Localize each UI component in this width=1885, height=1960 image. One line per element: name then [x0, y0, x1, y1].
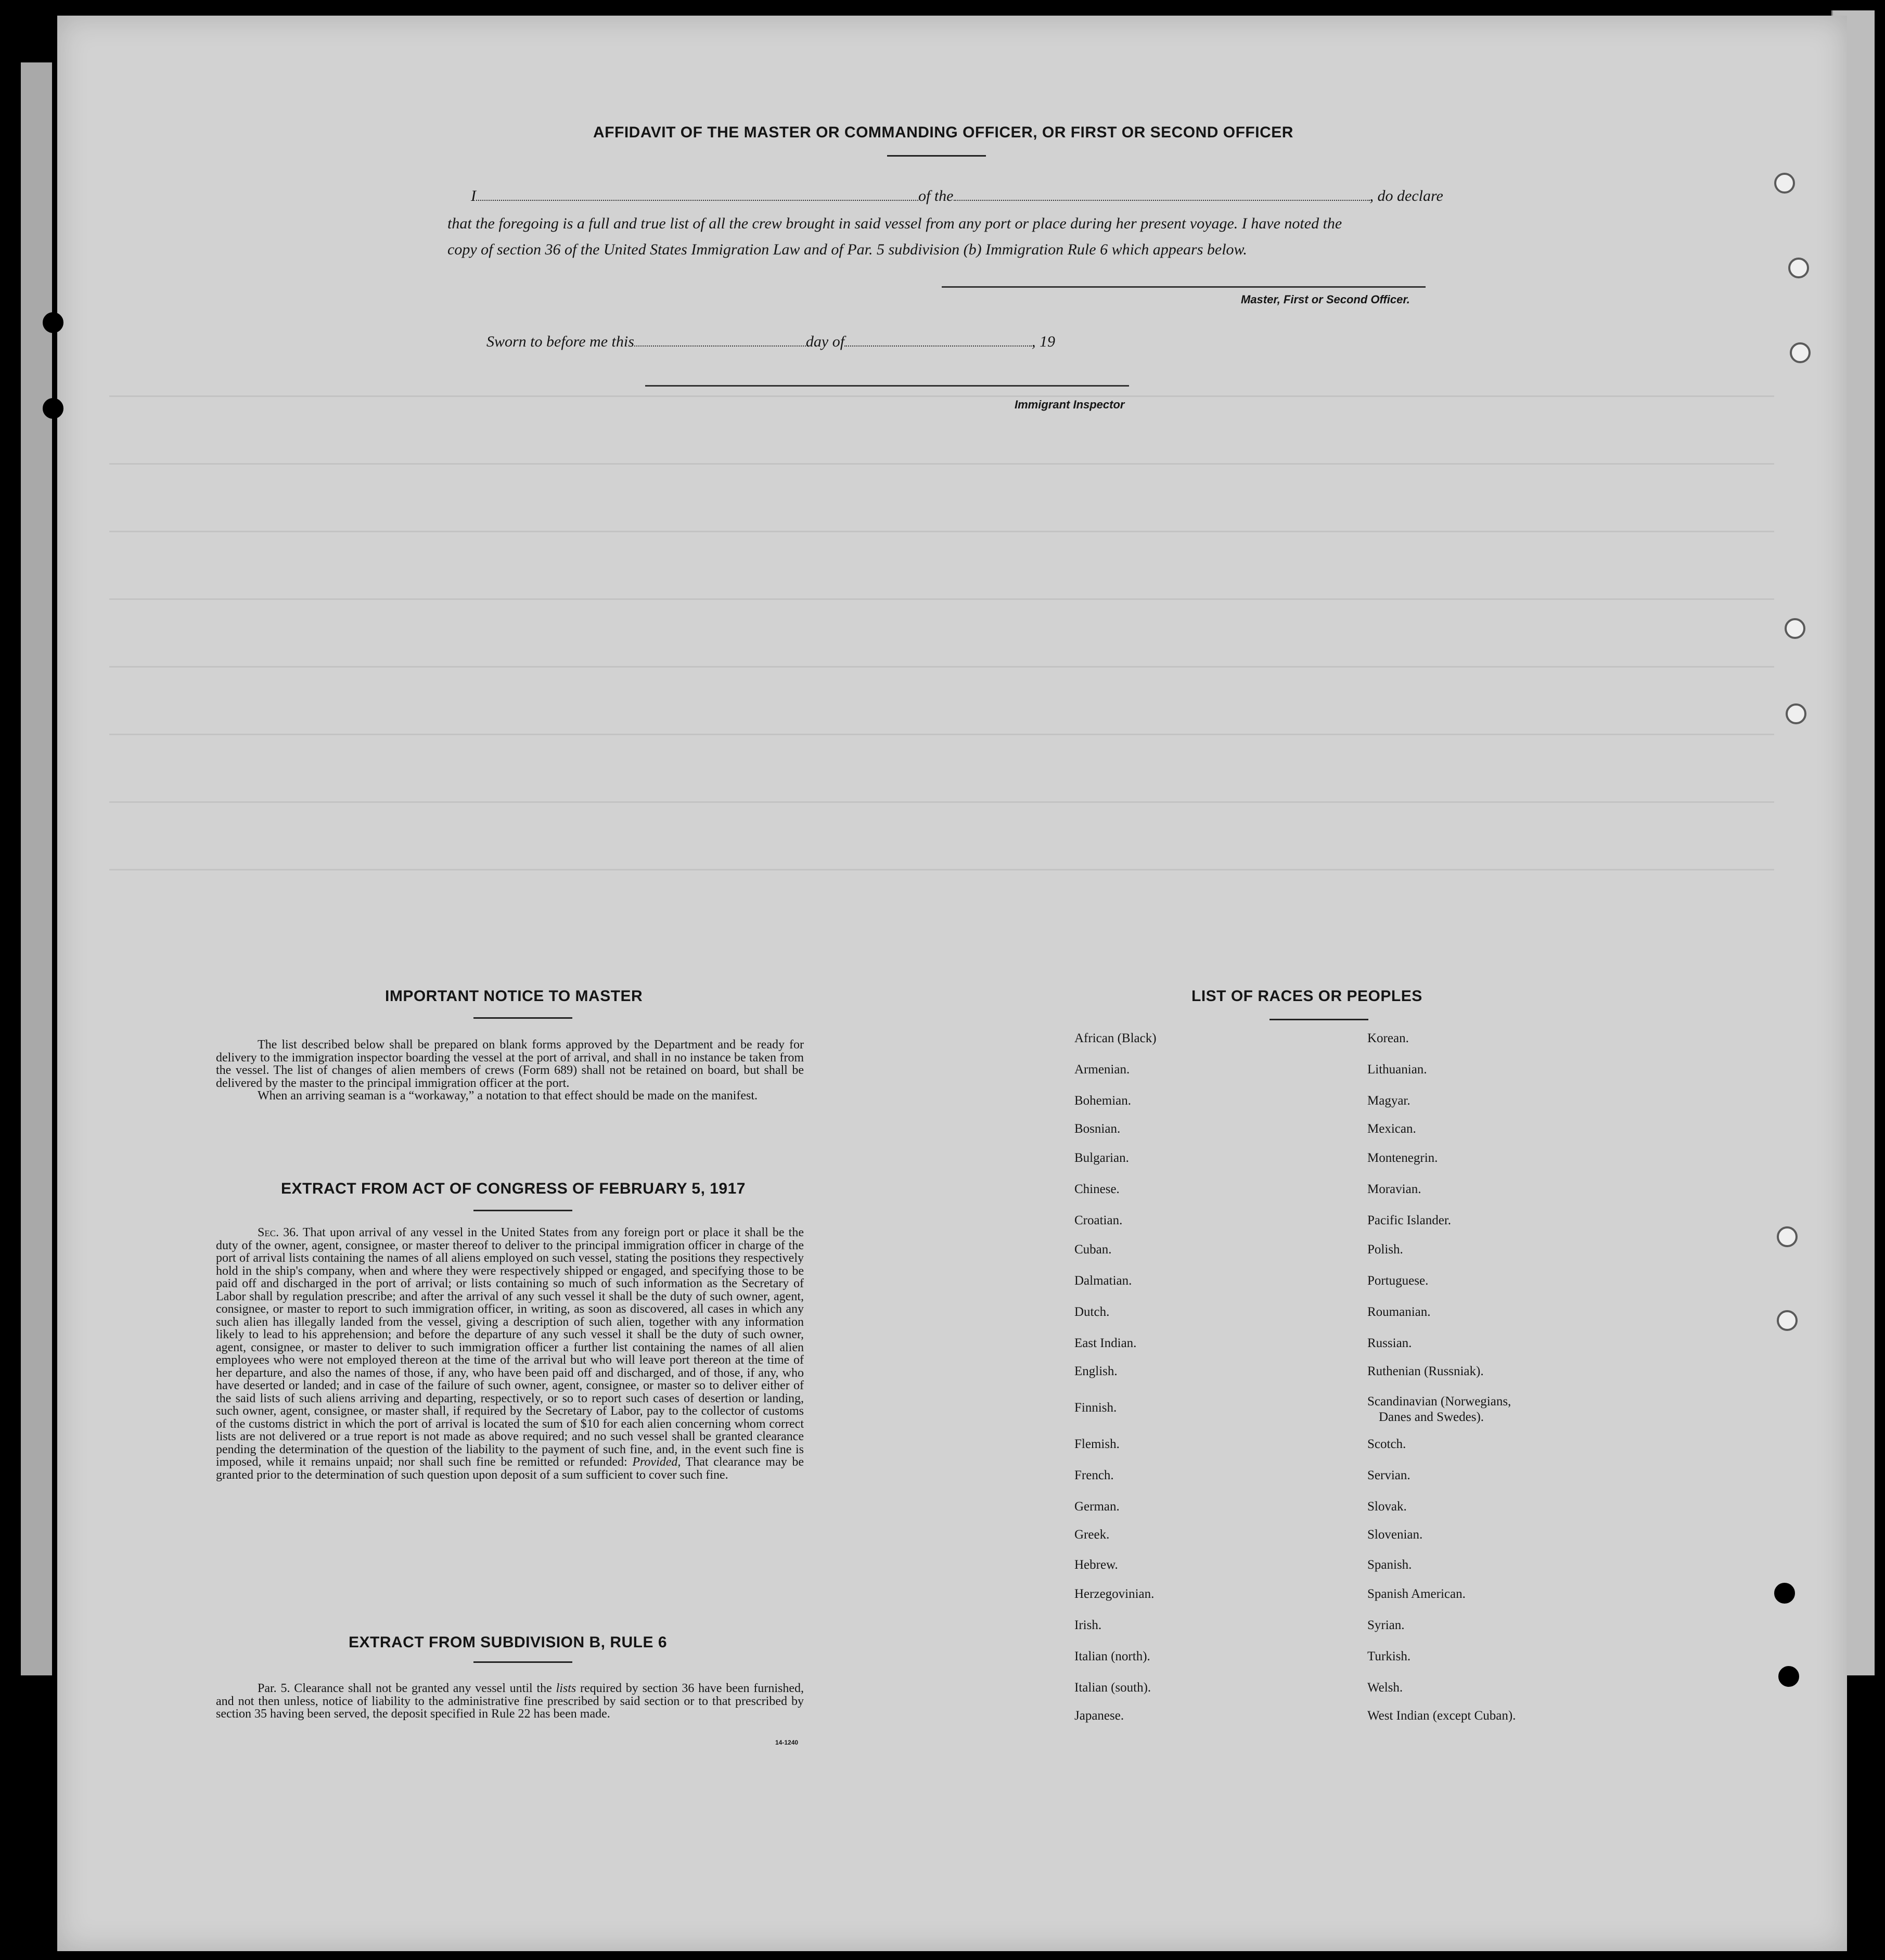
- act-text-end: That clearance may be granted prior to the determination of such question upon deposit of a sum sufficient to cover such fine.: [216, 1455, 804, 1482]
- race-left-21: Italian (north).: [1074, 1649, 1150, 1663]
- race-right-15: Servian.: [1367, 1468, 1410, 1482]
- races-title-rule: [1270, 1019, 1368, 1020]
- race-left-2: Armenian.: [1074, 1062, 1130, 1077]
- affidavit-line-3: copy of section 36 of the United States Immigration Law and of Par. 5 subdivision (b) Immigration Rule 6 which appears below.: [447, 241, 1247, 258]
- binder-hole-icon: [43, 398, 63, 419]
- race-right-8: Polish.: [1367, 1242, 1403, 1257]
- notice-paragraph-2: When an arriving seaman is a “workaway,” a notation to that effect should be made on the manifest.: [258, 1089, 758, 1103]
- vessel-name-field[interactable]: [954, 200, 1370, 201]
- race-right-10: Roumanian.: [1367, 1305, 1431, 1319]
- affidavit-do-declare: , do declare: [1369, 187, 1443, 204]
- binder-hole-icon: [1777, 1226, 1798, 1247]
- race-left-20: Irish.: [1074, 1618, 1102, 1632]
- race-left-1: African (Black): [1074, 1031, 1157, 1045]
- race-right-13: Scandinavian (Norwegians,: [1367, 1394, 1511, 1408]
- binder-hole-icon: [1788, 258, 1809, 278]
- rule-text-b: required by section 36 have been furnished, and not then unless, notice of liability to the administrative fine prescribed by said section or to that prescribed by section 35 having been served, the deposit specified in Rule 22 has been made.: [216, 1682, 804, 1721]
- sworn-day-field[interactable]: [634, 345, 806, 347]
- race-left-14: Flemish.: [1074, 1437, 1120, 1451]
- page-edge-left: [21, 62, 52, 1675]
- notice-body: [216, 1039, 804, 1103]
- race-left-11: East Indian.: [1074, 1336, 1137, 1350]
- race-right-13b: Danes and Swedes).: [1379, 1410, 1484, 1424]
- act-title-rule: [473, 1210, 572, 1211]
- race-right-5: Montenegrin.: [1367, 1151, 1438, 1165]
- race-left-10: Dutch.: [1074, 1305, 1110, 1319]
- binder-hole-icon: [1790, 342, 1811, 363]
- race-right-22: Welsh.: [1367, 1681, 1403, 1695]
- affidavit-line-2: that the foregoing is a full and true list of all the crew brought in said vessel from any port or place during her present voyage. I have noted the: [447, 215, 1342, 232]
- race-right-11: Russian.: [1367, 1336, 1412, 1350]
- race-right-7: Pacific Islander.: [1367, 1213, 1452, 1227]
- binder-hole-icon: [1785, 618, 1805, 639]
- sworn-prefix: Sworn to before me this: [486, 333, 634, 350]
- rule-title-rule: [473, 1661, 572, 1663]
- act-text: 36. That upon arrival of any vessel in the United States from any foreign port or place it shall be the duty of the owner, agent, consignee, or master thereof to deliver to the principal immigration officer in charge of the port of arrival lists containing the names of all aliens employed on such vessel, stating the positions they respectively hold in the ship's company, when and where they were respectively shipped or engaged, and specifying those to be paid off and discharged in the port of arrival; or lists containing so much of such information as the Secretary of Labor shall by regulation prescribe; and after the arrival of any such vessel it shall be the duty of such owner, agent, consignee, or master to report to such immigration officer, in writing, as soon as discovered, all cases in which any such alien has illegally landed from the vessel, giving a description of such alien, together with any information likely to lead to his apprehension; and before the departure of any such vessel it shall be the duty of such owner, agent, consignee, or master to deliver to such immigration officer a further list containing the names of all alien employees who were not employed thereon at the time of the arrival but who will leave port thereon at the time of her departure, and also the names of those, if any, who have been paid off and discharged, and of those, if any, who have deserted or landed; and in case of the failure of such owner, agent, consignee, or master so to deliver either of the said lists of such aliens arriving and departing, respectively, or so to report such cases of desertion or landing, such owner, agent, consignee, or master shall, if required by the Secretary of Labor, pay to the collector of customs of the customs district in which the port of arrival is located the sum of $10 for each alien concerning whom correct lists are not delivered or a true report is not made as above required; and no such vessel shall be granted clearance pending the determination of the question of the liability to the payment of such fine, and, in the event such fine is imposed, while it remains unpaid; nor shall such fine be remitted or refunded:: [216, 1226, 804, 1469]
- race-right-23: West Indian (except Cuban).: [1367, 1709, 1516, 1723]
- inspector-signature-line[interactable]: [645, 385, 1129, 387]
- race-right-21: Turkish.: [1367, 1649, 1411, 1663]
- rule-body: [216, 1682, 804, 1721]
- binder-hole-icon: [1778, 1666, 1799, 1687]
- notice-title-rule: [473, 1017, 572, 1019]
- race-left-9: Dalmatian.: [1074, 1274, 1132, 1288]
- race-left-12: English.: [1074, 1364, 1118, 1378]
- race-left-8: Cuban.: [1074, 1242, 1112, 1257]
- race-right-20: Syrian.: [1367, 1618, 1405, 1632]
- act-sec-label: Sec.: [258, 1226, 279, 1239]
- race-left-16: German.: [1074, 1500, 1120, 1514]
- master-signature-label: Master, First or Second Officer.: [1241, 293, 1410, 306]
- act-body: [216, 1226, 804, 1481]
- race-left-7: Croatian.: [1074, 1213, 1123, 1227]
- binder-hole-icon: [1774, 1583, 1795, 1604]
- binder-hole-icon: [1786, 703, 1806, 724]
- race-right-14: Scotch.: [1367, 1437, 1406, 1451]
- race-left-6: Chinese.: [1074, 1182, 1120, 1196]
- race-right-18: Spanish.: [1367, 1558, 1412, 1572]
- binder-hole-icon: [1777, 1310, 1798, 1331]
- race-right-6: Moravian.: [1367, 1182, 1421, 1196]
- sworn-year: , 19: [1032, 333, 1056, 350]
- inspector-label: Immigrant Inspector: [1015, 398, 1125, 411]
- master-signature-line[interactable]: [942, 286, 1426, 288]
- race-right-3: Magyar.: [1367, 1094, 1410, 1108]
- race-left-15: French.: [1074, 1468, 1114, 1482]
- sworn-day-of: day of: [805, 333, 845, 350]
- rule-lists: lists: [556, 1682, 576, 1695]
- race-left-22: Italian (south).: [1074, 1681, 1151, 1695]
- races-title: LIST OF RACES OR PEOPLES: [1191, 988, 1422, 1005]
- race-left-23: Japanese.: [1074, 1709, 1124, 1723]
- rule-text-a: Par. 5. Clearance shall not be granted any vessel until the: [258, 1682, 556, 1695]
- affidavit-of-the: of the: [918, 187, 954, 204]
- race-right-19: Spanish American.: [1367, 1587, 1466, 1601]
- race-left-4: Bosnian.: [1074, 1122, 1121, 1136]
- act-provided: Provided,: [632, 1455, 681, 1469]
- sworn-line: [486, 333, 1055, 351]
- sworn-month-field[interactable]: [844, 345, 1032, 347]
- race-right-1: Korean.: [1367, 1031, 1409, 1045]
- rule-title: EXTRACT FROM SUBDIVISION B, RULE 6: [349, 1634, 668, 1651]
- race-left-17: Greek.: [1074, 1528, 1110, 1542]
- race-right-9: Portuguese.: [1367, 1274, 1429, 1288]
- race-left-13: Finnish.: [1074, 1401, 1117, 1415]
- binder-hole-icon: [1774, 173, 1795, 194]
- notice-paragraph-1: The list described below shall be prepared on blank forms approved by the Department and be ready for delivery to the immigration inspector boarding the vessel at the port of arrival, and shall in no instance be taken from the vessel. The list of changes of alien members of crews (Form 689) shall not be retained on board, but shall be delivered by the master to the principal immigration officer at the port.: [216, 1038, 804, 1090]
- affidavit-title-rule: [887, 155, 986, 157]
- notice-title: IMPORTANT NOTICE TO MASTER: [385, 988, 643, 1005]
- race-right-12: Ruthenian (Russniak).: [1367, 1364, 1484, 1378]
- race-left-5: Bulgarian.: [1074, 1151, 1129, 1165]
- act-title: EXTRACT FROM ACT OF CONGRESS OF FEBRUARY 5, 1917: [281, 1180, 746, 1197]
- officer-name-field[interactable]: [476, 200, 918, 201]
- binder-hole-icon: [43, 312, 63, 333]
- race-right-4: Mexican.: [1367, 1122, 1416, 1136]
- race-right-2: Lithuanian.: [1367, 1062, 1427, 1077]
- race-left-3: Bohemian.: [1074, 1094, 1132, 1108]
- affidavit-title: AFFIDAVIT OF THE MASTER OR COMMANDING OFFICER, OR FIRST OR SECOND OFFICER: [593, 124, 1293, 141]
- affidavit-line-1: [471, 187, 1443, 205]
- race-right-16: Slovak.: [1367, 1500, 1407, 1514]
- form-page: [57, 16, 1847, 1951]
- race-left-19: Herzegovinian.: [1074, 1587, 1155, 1601]
- race-left-18: Hebrew.: [1074, 1558, 1118, 1572]
- race-right-17: Slovenian.: [1367, 1528, 1423, 1542]
- form-number: 14-1240: [775, 1739, 799, 1746]
- affidavit-i: I: [471, 187, 476, 204]
